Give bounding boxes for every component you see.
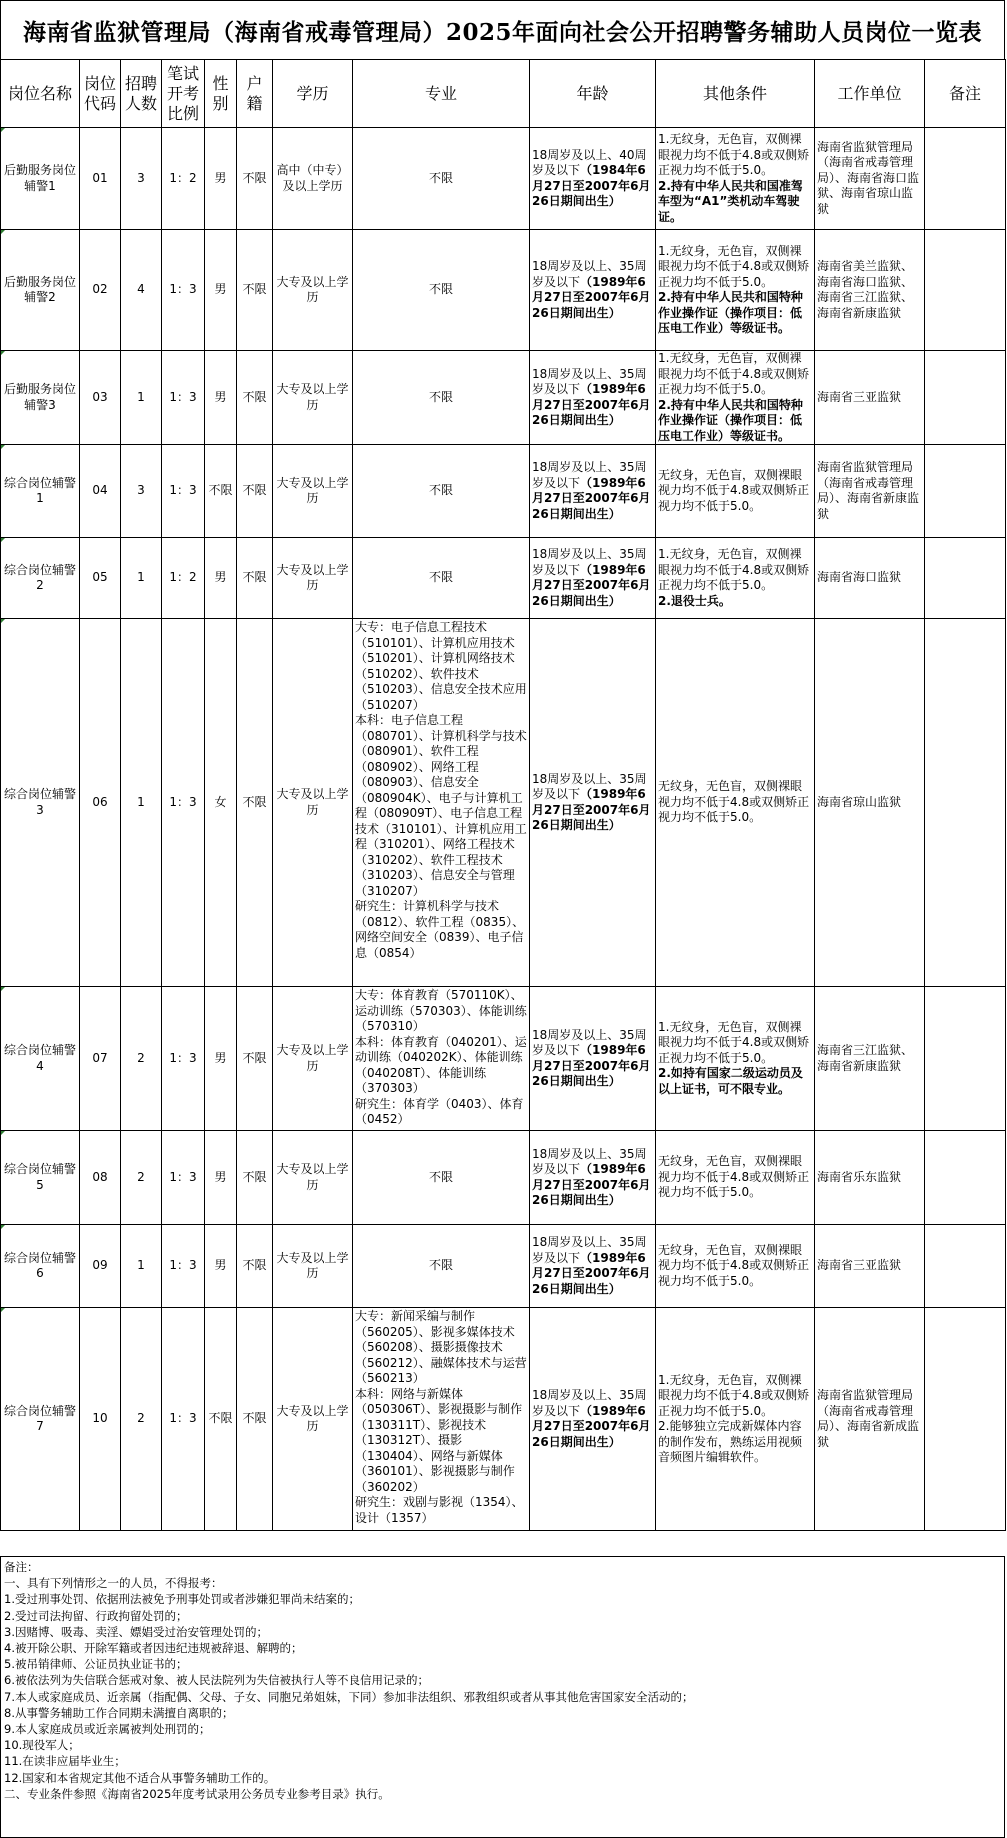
- hire-count-cell: 2: [121, 1131, 162, 1225]
- exam-ratio-cell: 1：2: [162, 538, 205, 619]
- education-cell: 大专及以上学历: [273, 538, 353, 619]
- condition-item: 1.无纹身，无色盲，双侧裸眼视力均不低于4.8或双侧矫正视力均不低于5.0。: [658, 1019, 810, 1065]
- other-conditions-cell: [656, 230, 815, 351]
- hire-count-cell: 3: [121, 445, 162, 538]
- major-cell: [353, 445, 530, 538]
- major-cell: [353, 1308, 530, 1531]
- note-line: 5.被吊销律师、公证员执业证书的；: [4, 1657, 188, 1672]
- condition-item: 无纹身，无色盲，双侧裸眼视力均不低于4.8或双侧矫正视力均不低于5.0。: [658, 467, 810, 513]
- sheet-title: 海南省监狱管理局（海南省戒毒管理局）2025年面向社会公开招聘警务辅助人员岗位一览表: [0, 0, 1005, 60]
- age-cell: [530, 1308, 656, 1531]
- birth-date-range: （1989年6月27日至2007年6月26日期间出生）: [532, 1162, 651, 1207]
- header-cell: 年龄: [530, 60, 656, 128]
- condition-item: 2.持有中华人民共和国特种作业操作证（操作项目：低压电工作业）等级证书。: [658, 290, 803, 335]
- major-line: 不限: [428, 1169, 453, 1184]
- exam-ratio-cell: 1：3: [162, 987, 205, 1131]
- position-code-cell: 08: [80, 1131, 121, 1225]
- gender-cell: 男: [205, 538, 237, 619]
- major-cell: [353, 1225, 530, 1308]
- work-unit-cell: 海南省监狱管理局（海南省戒毒管理局）、海南省新成监狱: [815, 1308, 925, 1531]
- condition-item: 1.无纹身，无色盲，双侧裸眼视力均不低于4.8或双侧矫正视力均不低于5.0。: [658, 243, 810, 289]
- education-cell: 大专及以上学历: [273, 1308, 353, 1531]
- work-unit-cell: 海南省琼山监狱: [815, 619, 925, 987]
- header-cell: 备注: [925, 60, 1006, 128]
- age-range-text: 18周岁及以上、35周岁及以下: [532, 547, 647, 577]
- hire-count-cell: 1: [121, 351, 162, 445]
- major-line: 大专：新闻采编与制作（560205）、影视多媒体技术（560208）、摄影摄像技术（560212）、融媒体技术与运营（560213）: [355, 1309, 527, 1385]
- hire-count-cell: 1: [121, 619, 162, 987]
- table-row: [1, 538, 1006, 619]
- major-line: 不限: [428, 1258, 453, 1273]
- remark-cell: [925, 987, 1006, 1131]
- age-range-text: 18周岁及以上、35周岁及以下: [532, 460, 647, 490]
- birth-date-range: （1989年6月27日至2007年6月26日期间出生）: [532, 382, 651, 427]
- remark-cell: [925, 351, 1006, 445]
- birth-date-range: （1989年6月27日至2007年6月26日期间出生）: [532, 274, 651, 320]
- gender-cell: 男: [205, 1131, 237, 1225]
- age-range-text: 18周岁及以上、40周岁及以下: [532, 147, 647, 177]
- position-name-cell: 综合岗位辅警2: [1, 538, 80, 619]
- position-name-cell: 综合岗位辅警1: [1, 445, 80, 538]
- age-cell: [530, 619, 656, 987]
- major-line: 不限: [428, 483, 453, 498]
- age-cell: [530, 1225, 656, 1308]
- age-cell: [530, 987, 656, 1131]
- position-name-cell: 综合岗位辅警5: [1, 1131, 80, 1225]
- major-line: 不限: [428, 570, 453, 585]
- note-line: 一、具有下列情形之一的人员，不得报考：: [4, 1576, 223, 1591]
- other-conditions-cell: [656, 1225, 815, 1308]
- age-cell: [530, 230, 656, 351]
- age-range-text: 18周岁及以上、35周岁及以下: [532, 1146, 647, 1176]
- huji-cell: 不限: [237, 445, 273, 538]
- position-name-cell: 综合岗位辅警4: [1, 987, 80, 1131]
- condition-item: 2.持有中华人民共和国准驾车型为“A1”类机动车驾驶证。: [658, 178, 803, 224]
- huji-cell: 不限: [237, 230, 273, 351]
- major-line: 本科：体育教育（040201）、运动训练（040202K）、体能训练（040208T）、体能训练（370303）: [355, 1034, 527, 1095]
- work-unit-cell: 海南省三亚监狱: [815, 1225, 925, 1308]
- major-cell: [353, 351, 530, 445]
- education-cell: 高中（中专）及以上学历: [273, 128, 353, 230]
- gender-cell: 不限: [205, 1308, 237, 1531]
- position-code-cell: 07: [80, 987, 121, 1131]
- remark-cell: [925, 538, 1006, 619]
- major-line: 本科：电子信息工程（080701）、计算机科学与技术（080901）、软件工程（080902）、网络工程（080903）、信息安全（080904K）、电子与计算机工程（080909T）、电子信息工程技术（310101）、计算机应用工程（310201）、网络工程技术（310202）、软件工程技术（310203）、信息安全与管理（310207）: [355, 713, 527, 898]
- header-cell: 工作单位: [815, 60, 925, 128]
- exam-ratio-cell: 1：3: [162, 1225, 205, 1308]
- huji-cell: 不限: [237, 351, 273, 445]
- other-conditions-cell: [656, 445, 815, 538]
- position-code-cell: 03: [80, 351, 121, 445]
- remark-cell: [925, 619, 1006, 987]
- other-conditions-cell: [656, 351, 815, 445]
- age-cell: [530, 128, 656, 230]
- exam-ratio-cell: 1：3: [162, 1131, 205, 1225]
- remark-cell: [925, 1131, 1006, 1225]
- birth-date-range: （1984年6月27日至2007年6月26日期间出生）: [532, 163, 651, 208]
- major-line: 本科：网络与新媒体（050306T）、影视摄影与制作（130311T）、影视技术（130312T）、摄影（130404）、网络与新媒体（360101）、影视摄影与制作（360202）: [355, 1386, 523, 1494]
- hire-count-cell: 3: [121, 128, 162, 230]
- work-unit-cell: 海南省美兰监狱、海南省海口监狱、海南省三江监狱、海南省新康监狱: [815, 230, 925, 351]
- positions-table: [0, 59, 1006, 1531]
- huji-cell: 不限: [237, 538, 273, 619]
- position-code-cell: 05: [80, 538, 121, 619]
- note-line: 7.本人或家庭成员、近亲属（指配偶、父母、子女、同胞兄弟姐妹，下同）参加非法组织、邪教组织或者从事其他危害国家安全活动的；: [4, 1689, 694, 1704]
- remark-cell: [925, 445, 1006, 538]
- position-name-cell: 后勤服务岗位辅警2: [1, 230, 80, 351]
- birth-date-range: （1989年6月27日至2007年6月26日期间出生）: [532, 787, 651, 832]
- education-cell: 大专及以上学历: [273, 619, 353, 987]
- header-cell: 户籍: [237, 60, 273, 128]
- condition-item: 2.退役士兵。: [658, 593, 731, 608]
- major-cell: [353, 230, 530, 351]
- hire-count-cell: 1: [121, 1225, 162, 1308]
- remark-cell: [925, 230, 1006, 351]
- position-name-cell: 后勤服务岗位辅警1: [1, 128, 80, 230]
- condition-item: 1.无纹身，无色盲，双侧裸眼视力均不低于4.8或双侧矫正视力均不低于5.0。: [658, 351, 810, 396]
- age-cell: [530, 351, 656, 445]
- work-unit-cell: 海南省乐东监狱: [815, 1131, 925, 1225]
- note-line: 9.本人家庭成员或近亲属被判处刑罚的；: [4, 1722, 211, 1737]
- other-conditions-cell: [656, 619, 815, 987]
- birth-date-range: （1989年6月27日至2007年6月26日期间出生）: [532, 1043, 651, 1088]
- exam-ratio-cell: 1：3: [162, 619, 205, 987]
- major-line: 研究生：戏剧与影视（1354）、设计（1357）: [355, 1495, 524, 1525]
- condition-item: 无纹身，无色盲，双侧裸眼视力均不低于4.8或双侧矫正视力均不低于5.0。: [658, 1154, 810, 1200]
- header-cell: 岗位名称: [1, 60, 80, 128]
- birth-date-range: （1989年6月27日至2007年6月26日期间出生）: [532, 562, 651, 608]
- age-range-text: 18周岁及以上、35周岁及以下: [532, 1388, 647, 1418]
- major-line: 研究生：计算机科学与技术（0812）、软件工程（0835）、网络空间安全（0839）、电子信息（0854）: [355, 899, 525, 960]
- remark-cell: [925, 128, 1006, 230]
- exam-ratio-cell: 1：3: [162, 1308, 205, 1531]
- table-row: [1, 128, 1006, 230]
- table-row: [1, 987, 1006, 1131]
- gender-cell: 女: [205, 619, 237, 987]
- work-unit-cell: 海南省海口监狱: [815, 538, 925, 619]
- condition-item: 1.无纹身，无色盲，双侧裸眼视力均不低于4.8或双侧矫正视力均不低于5.0。: [658, 1372, 810, 1418]
- hire-count-cell: 1: [121, 538, 162, 619]
- header-cell: 学历: [273, 60, 353, 128]
- work-unit-cell: 海南省三江监狱、海南省新康监狱: [815, 987, 925, 1131]
- huji-cell: 不限: [237, 619, 273, 987]
- table-row: [1, 1308, 1006, 1531]
- position-name-cell: 后勤服务岗位辅警3: [1, 351, 80, 445]
- age-range-text: 18周岁及以上、35周岁及以下: [532, 771, 647, 801]
- hire-count-cell: 4: [121, 230, 162, 351]
- work-unit-cell: 海南省三亚监狱: [815, 351, 925, 445]
- major-line: 研究生：体育学（0403）、体育（0452）: [355, 1096, 524, 1126]
- major-cell: [353, 987, 530, 1131]
- position-code-cell: 02: [80, 230, 121, 351]
- table-row: [1, 230, 1006, 351]
- education-cell: 大专及以上学历: [273, 1131, 353, 1225]
- note-line: 6.被依法列为失信联合惩戒对象、被人民法院列为失信被执行人等不良信用记录的；: [4, 1673, 429, 1688]
- header-cell: 笔试开考比例: [162, 60, 205, 128]
- age-cell: [530, 538, 656, 619]
- condition-item: 无纹身，无色盲，双侧裸眼视力均不低于4.8或双侧矫正视力均不低于5.0。: [658, 779, 810, 825]
- notes-section: [0, 1556, 1005, 1838]
- huji-cell: 不限: [237, 1225, 273, 1308]
- major-line: 不限: [428, 282, 453, 297]
- huji-cell: 不限: [237, 128, 273, 230]
- huji-cell: 不限: [237, 1131, 273, 1225]
- gender-cell: 男: [205, 230, 237, 351]
- header-cell: 招聘人数: [121, 60, 162, 128]
- huji-cell: 不限: [237, 987, 273, 1131]
- table-row: [1, 1131, 1006, 1225]
- gender-cell: 男: [205, 987, 237, 1131]
- position-code-cell: 09: [80, 1225, 121, 1308]
- work-unit-cell: 海南省监狱管理局（海南省戒毒管理局）、海南省新康监狱: [815, 445, 925, 538]
- other-conditions-cell: [656, 1131, 815, 1225]
- age-range-text: 18周岁及以上、35周岁及以下: [532, 1027, 647, 1057]
- education-cell: 大专及以上学历: [273, 1225, 353, 1308]
- birth-date-range: （1989年6月27日至2007年6月26日期间出生）: [532, 1250, 651, 1296]
- other-conditions-cell: [656, 1308, 815, 1531]
- other-conditions-cell: [656, 128, 815, 230]
- table-row: [1, 351, 1006, 445]
- note-line: 2.受过司法拘留、行政拘留处罚的；: [4, 1608, 188, 1623]
- major-line: 不限: [428, 389, 453, 404]
- exam-ratio-cell: 1：3: [162, 351, 205, 445]
- condition-item: 无纹身，无色盲，双侧裸眼视力均不低于4.8或双侧矫正视力均不低于5.0。: [658, 1242, 810, 1288]
- other-conditions-cell: [656, 538, 815, 619]
- major-line: 大专：体育教育（570110K）、运动训练（570303）、体能训练（570310）: [355, 988, 527, 1033]
- exam-ratio-cell: 1：3: [162, 230, 205, 351]
- position-code-cell: 06: [80, 619, 121, 987]
- header-cell: 专业: [353, 60, 530, 128]
- note-line: 备注：: [4, 1560, 39, 1574]
- work-unit-cell: 海南省监狱管理局（海南省戒毒管理局）、海南省海口监狱、海南省琼山监狱: [815, 128, 925, 230]
- position-code-cell: 01: [80, 128, 121, 230]
- note-line: 12.国家和本省规定其他不适合从事警务辅助工作的。: [4, 1770, 276, 1785]
- birth-date-range: （1989年6月27日至2007年6月26日期间出生）: [532, 475, 651, 521]
- gender-cell: 男: [205, 128, 237, 230]
- position-name-cell: 综合岗位辅警3: [1, 619, 80, 987]
- major-cell: [353, 1131, 530, 1225]
- major-cell: [353, 538, 530, 619]
- header-cell: 性别: [205, 60, 237, 128]
- condition-item: 1.无纹身，无色盲，双侧裸眼视力均不低于4.8或双侧矫正视力均不低于5.0。: [658, 547, 810, 592]
- position-code-cell: 10: [80, 1308, 121, 1531]
- condition-item: 2.如持有国家二级运动员及以上证书，可不限专业。: [658, 1066, 803, 1096]
- major-cell: [353, 619, 530, 987]
- position-code-cell: 04: [80, 445, 121, 538]
- condition-item: 2.能够独立完成新媒体内容的制作发布，熟练运用视频音频图片编辑软件。: [658, 1419, 803, 1464]
- age-cell: [530, 1131, 656, 1225]
- note-line: 8.从事警务辅助工作合同期未满擅自离职的；: [4, 1705, 234, 1720]
- hire-count-cell: 2: [121, 987, 162, 1131]
- gender-cell: 男: [205, 351, 237, 445]
- table-row: [1, 1225, 1006, 1308]
- gender-cell: 男: [205, 1225, 237, 1308]
- education-cell: 大专及以上学历: [273, 230, 353, 351]
- exam-ratio-cell: 1：3: [162, 445, 205, 538]
- age-range-text: 18周岁及以上、35周岁及以下: [532, 1235, 647, 1265]
- header-cell: 其他条件: [656, 60, 815, 128]
- education-cell: 大专及以上学历: [273, 351, 353, 445]
- exam-ratio-cell: 1：2: [162, 128, 205, 230]
- major-line: 大专：电子信息工程技术（510101）、计算机应用技术（510201）、计算机网络技术（510202）、软件技术（510203）、信息安全技术应用（510207）: [355, 620, 527, 712]
- condition-item: 2.持有中华人民共和国特种作业操作证（操作项目：低压电工作业）等级证书。: [658, 397, 803, 443]
- education-cell: 大专及以上学历: [273, 987, 353, 1131]
- header-row: [1, 60, 1006, 128]
- note-line: 4.被开除公职、开除军籍或者因违纪违规被辞退、解聘的；: [4, 1641, 303, 1656]
- hire-count-cell: 2: [121, 1308, 162, 1531]
- note-line: 二、专业条件参照《海南省2025年度考试录用公务员专业参考目录》执行。: [4, 1786, 390, 1801]
- note-line: 1.受过刑事处罚、依据刑法被免予刑事处罚或者涉嫌犯罪尚未结案的；: [4, 1592, 360, 1607]
- gender-cell: 不限: [205, 445, 237, 538]
- table-row: [1, 445, 1006, 538]
- remark-cell: [925, 1225, 1006, 1308]
- note-line: 10.现役军人；: [4, 1738, 80, 1753]
- major-cell: [353, 128, 530, 230]
- age-cell: [530, 445, 656, 538]
- position-name-cell: 综合岗位辅警6: [1, 1225, 80, 1308]
- note-line: 3.因赌博、吸毒、卖淫、嫖娼受过治安管理处罚的；: [4, 1624, 268, 1639]
- note-line: 11.在读非应届毕业生；: [4, 1754, 126, 1769]
- education-cell: 大专及以上学历: [273, 445, 353, 538]
- remark-cell: [925, 1308, 1006, 1531]
- birth-date-range: （1989年6月27日至2007年6月26日期间出生）: [532, 1403, 651, 1449]
- age-range-text: 18周岁及以上、35周岁及以下: [532, 366, 647, 396]
- header-cell: 岗位代码: [80, 60, 121, 128]
- position-name-cell: 综合岗位辅警7: [1, 1308, 80, 1531]
- table-row: [1, 619, 1006, 987]
- condition-item: 1.无纹身，无色盲，双侧裸眼视力均不低于4.8或双侧矫正视力均不低于5.0。: [658, 132, 810, 177]
- other-conditions-cell: [656, 987, 815, 1131]
- age-range-text: 18周岁及以上、35周岁及以下: [532, 259, 647, 289]
- major-line: 不限: [428, 170, 453, 185]
- huji-cell: 不限: [237, 1308, 273, 1531]
